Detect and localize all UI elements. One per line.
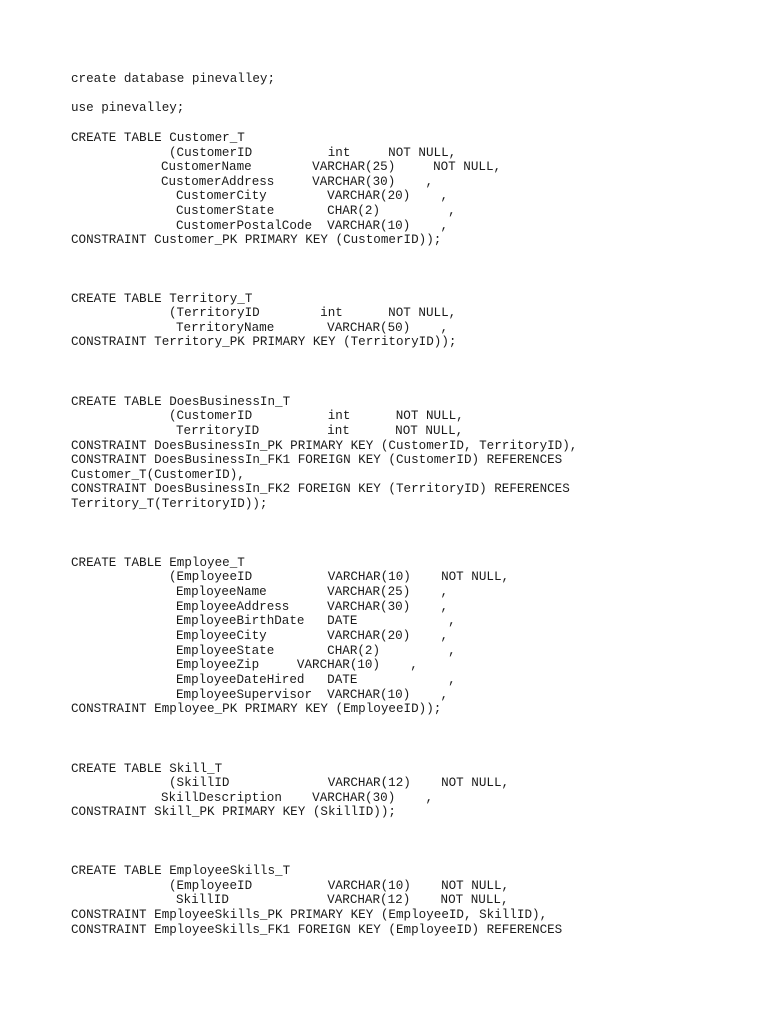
sql-line: CONSTRAINT Skill_PK PRIMARY KEY (SkillID)); (71, 805, 396, 819)
sql-line: EmployeeDateHired DATE , (176, 673, 456, 687)
sql-line: (CustomerID int NOT NULL, (169, 146, 457, 160)
sql-line: SkillDescription VARCHAR(30) , (161, 791, 434, 805)
sql-line: EmployeeBirthDate DATE , (176, 614, 456, 628)
sql-line: CREATE TABLE Skill_T (71, 762, 223, 776)
sql-line: (TerritoryID int NOT NULL, (169, 306, 457, 320)
sql-line: CREATE TABLE EmployeeSkills_T (71, 864, 291, 878)
sql-line: CustomerName VARCHAR(25) NOT NULL, (161, 160, 502, 174)
sql-line: (CustomerID int NOT NULL, (169, 409, 464, 423)
sql-line: CONSTRAINT DoesBusinessIn_FK2 FOREIGN KEY (TerritoryID) REFERENCES (71, 482, 570, 496)
sql-line: CREATE TABLE DoesBusinessIn_T (71, 395, 291, 409)
sql-line: CONSTRAINT Territory_PK PRIMARY KEY (TerritoryID)); (71, 335, 457, 349)
sql-line: (SkillID VARCHAR(12) NOT NULL, (169, 776, 510, 790)
sql-line: CONSTRAINT Employee_PK PRIMARY KEY (EmployeeID)); (71, 702, 442, 716)
sql-line: SkillID VARCHAR(12) NOT NULL, (176, 893, 509, 907)
sql-line: CREATE TABLE Territory_T (71, 292, 253, 306)
sql-line: EmployeeSupervisor VARCHAR(10) , (176, 688, 449, 702)
sql-line: CREATE TABLE Customer_T (71, 131, 245, 145)
sql-line: create database pinevalley; (71, 72, 276, 86)
sql-line: EmployeeZip VARCHAR(10) , (176, 658, 418, 672)
sql-line: CustomerCity VARCHAR(20) , (176, 189, 449, 203)
sql-line: CustomerPostalCode VARCHAR(10) , (176, 219, 449, 233)
sql-line: TerritoryName VARCHAR(50) , (176, 321, 449, 335)
sql-line: CONSTRAINT DoesBusinessIn_PK PRIMARY KEY (CustomerID, TerritoryID), (71, 439, 578, 453)
sql-line: Territory_T(TerritoryID)); (71, 497, 268, 511)
sql-line: CONSTRAINT EmployeeSkills_PK PRIMARY KEY (EmployeeID, SkillID), (71, 908, 548, 922)
sql-line: CREATE TABLE Employee_T (71, 556, 245, 570)
sql-line: Customer_T(CustomerID), (71, 468, 245, 482)
sql-line: CustomerAddress VARCHAR(30) , (161, 175, 434, 189)
sql-line: EmployeeCity VARCHAR(20) , (176, 629, 449, 643)
sql-line: CustomerState CHAR(2) , (176, 204, 456, 218)
sql-line: EmployeeAddress VARCHAR(30) , (176, 600, 449, 614)
sql-line: TerritoryID int NOT NULL, (176, 424, 464, 438)
sql-line: EmployeeState CHAR(2) , (176, 644, 456, 658)
sql-line: (EmployeeID VARCHAR(10) NOT NULL, (169, 879, 510, 893)
sql-line: CONSTRAINT Customer_PK PRIMARY KEY (CustomerID)); (71, 233, 442, 247)
sql-line: EmployeeName VARCHAR(25) , (176, 585, 449, 599)
sql-line: use pinevalley; (71, 101, 185, 115)
sql-line: CONSTRAINT DoesBusinessIn_FK1 FOREIGN KEY (CustomerID) REFERENCES (71, 453, 563, 467)
sql-line: CONSTRAINT EmployeeSkills_FK1 FOREIGN KEY (EmployeeID) REFERENCES (71, 923, 563, 937)
sql-line: (EmployeeID VARCHAR(10) NOT NULL, (169, 570, 510, 584)
